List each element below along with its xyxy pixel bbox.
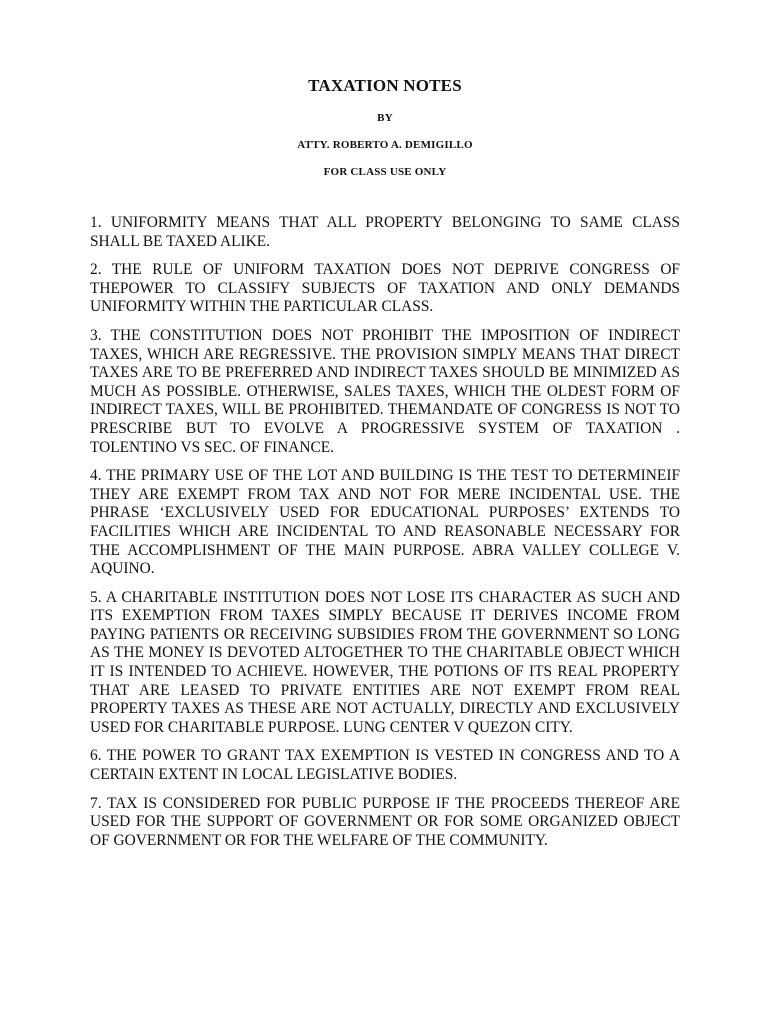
byline-label: BY: [377, 112, 393, 124]
paragraph-7: 7. TAX IS CONSIDERED FOR PUBLIC PURPOSE IF THE PROCEEDS THEREOF ARE USED FOR THE SUPPORT OF GOVERNMENT OR FOR SOME ORGANIZED OBJECT OF GOVERNMENT OR FOR THE WELFARE OF THE COMMUNITY.: [90, 794, 680, 849]
document-title: TAXATION NOTES: [308, 76, 462, 95]
paragraph-6: 6. THE POWER TO GRANT TAX EXEMPTION IS VESTED IN CONGRESS AND TO A CERTAIN EXTENT IN LOCAL LEGISLATIVE BODIES.: [90, 747, 680, 784]
paragraph-3: 3. THE CONSTITUTION DOES NOT PROHIBIT THE IMPOSITION OF INDIRECT TAXES, WHICH ARE REGRESSIVE. THE PROVISION SIMPLY MEANS THAT DIRECT TAXES ARE TO BE PREFERRED AND INDIRECT TAXES SHOULD BE MINIMIZED AS MUCH AS POSSIBLE. OTHERWISE, SALES TAXES, WHICH THE OLDEST FORM OF INDIRECT TAXES, WILL BE PROHIBITED. THEMANDATE OF CONGRESS IS NOT TO PRESCRIBE BUT TO EVOLVE A PROGRESSIVE SYSTEM OF TAXATION . TOLENTINO VS SEC. OF FINANCE.: [90, 326, 680, 456]
document-body: [90, 214, 680, 850]
author-name: ATTY. ROBERTO A. DEMIGILLO: [297, 139, 473, 151]
document-header: [90, 76, 680, 178]
paragraph-1: 1. UNIFORMITY MEANS THAT ALL PROPERTY BELONGING TO SAME CLASS SHALL BE TAXED ALIKE.: [90, 214, 680, 250]
usage-note: FOR CLASS USE ONLY: [323, 166, 447, 178]
paragraph-4: 4. THE PRIMARY USE OF THE LOT AND BUILDING IS THE TEST TO DETERMINEIF THEY ARE EXEMPT FROM TAX AND NOT FOR MERE INCIDENTAL USE. THE PHRASE ‘EXCLUSIVELY USED FOR EDUCATIONAL PURPOSES’ EXTENDS TO FACILITIES WHICH ARE INCIDENTAL TO AND REASONABLE NECESSARY FOR THE ACCOMPLISHMENT OF THE MAIN PURPOSE. ABRA VALLEY COLLEGE V. AQUINO.: [90, 467, 680, 578]
paragraph-2: 2. THE RULE OF UNIFORM TAXATION DOES NOT DEPRIVE CONGRESS OF THEPOWER TO CLASSIFY SUBJECTS OF TAXATION AND ONLY DEMANDS UNIFORMITY WITHIN THE PARTICULAR CLASS.: [90, 261, 680, 316]
paragraph-5: 5. A CHARITABLE INSTITUTION DOES NOT LOSE ITS CHARACTER AS SUCH AND ITS EXEMPTION FROM TAXES SIMPLY BECAUSE IT DERIVES INCOME FROM PAYING PATIENTS OR RECEIVING SUBSIDIES FROM THE GOVERNMENT SO LONG AS THE MONEY IS DEVOTED ALTOGETHER TO THE CHARITABLE OBJECT WHICH IT IS INTENDED TO ACHIEVE. HOWEVER, THE POTIONS OF ITS REAL PROPERTY THAT ARE LEASED TO PRIVATE ENTITIES ARE NOT EXEMPT FROM REAL PROPERTY TAXES AS THESE ARE NOT ACTUALLY, DIRECTLY AND EXCLUSIVELY USED FOR CHARITABLE PURPOSE. LUNG CENTER V QUEZON CITY.: [90, 588, 680, 736]
